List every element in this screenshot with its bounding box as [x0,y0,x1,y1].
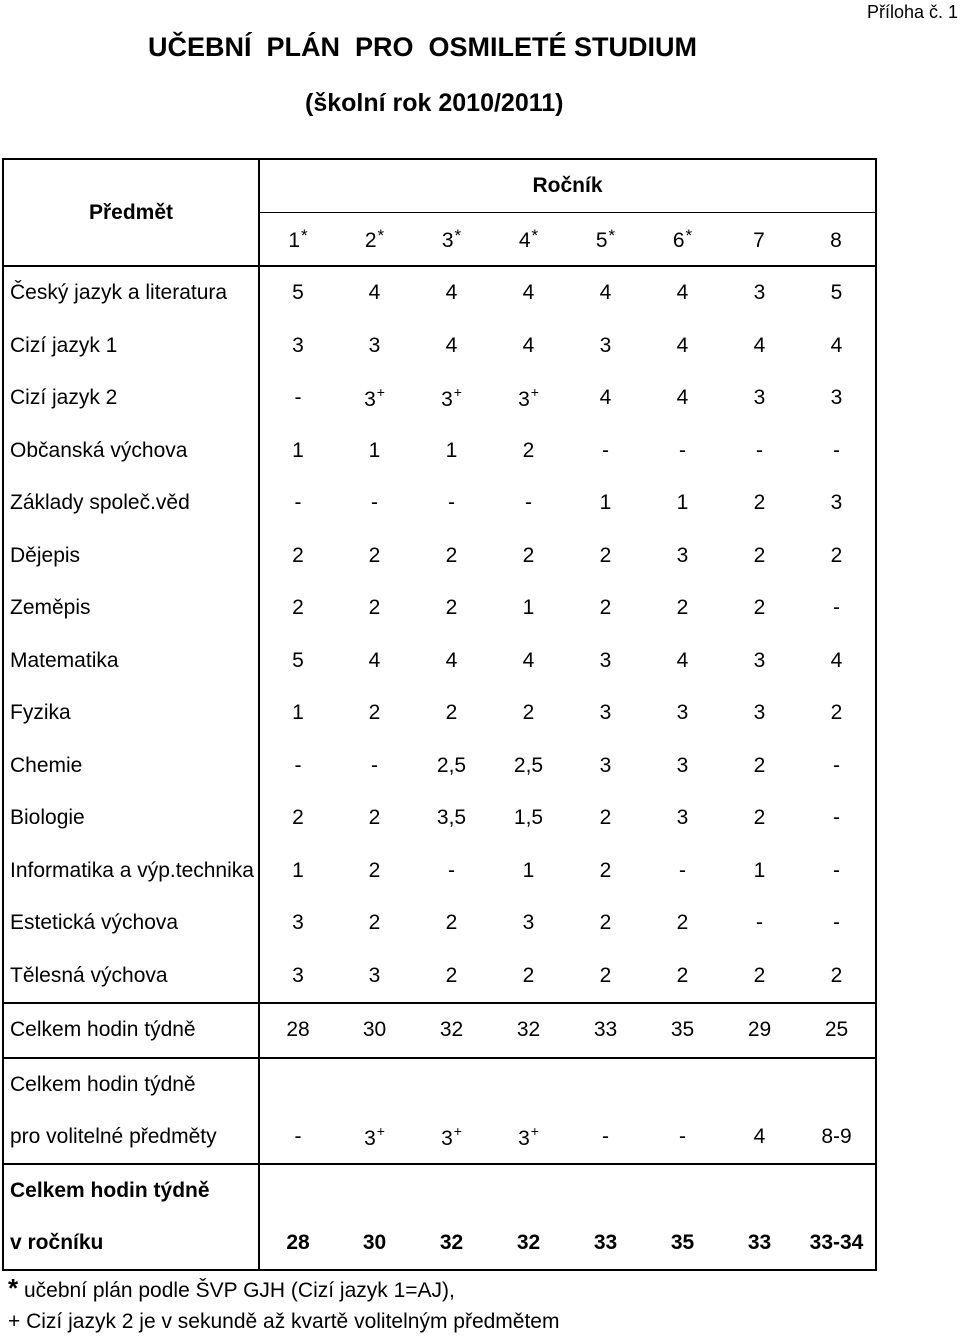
table-cell-empty [721,1058,798,1111]
table-cell: 3 [292,911,304,935]
table-row [3,425,876,478]
subject-name: Český jazyk a literatura [3,266,259,320]
table-cell: 29 [721,1003,798,1058]
grade-number: 6 [672,228,685,252]
grade-mark: * [608,225,616,245]
table-row [3,845,876,898]
table-cell: 4 [798,320,876,373]
total-weekly-row [3,1003,876,1058]
table-cell: 3 [753,281,766,305]
grade-header [413,213,490,267]
table-cell-empty [336,1058,413,1111]
table-cell: - [798,845,876,898]
grade-number: 5 [595,228,608,252]
table-cell: 4 [599,386,612,410]
table-cell: 2 [445,543,458,567]
table-cell: 2 [522,701,535,725]
table-cell: 2 [522,963,535,987]
table-cell: 32 [490,1003,567,1058]
table-cell: - [798,740,876,793]
table-cell: 3 [676,806,689,830]
table-cell: 4 [753,333,766,357]
footnote-mark: * [8,1273,19,1303]
table-cell: 1 [445,438,458,462]
table-cell: 3 [753,701,766,725]
grand-total-label-line2: v ročníku [3,1217,259,1270]
table-cell: 2 [753,596,766,620]
grand-total-row-top [3,1164,876,1217]
grade-number: 8 [830,228,842,252]
table-cell: - [294,1124,302,1148]
table-cell: 1 [292,438,304,462]
subject-name: Chemie [3,740,259,793]
elective-label-line2: pro volitelné předměty [3,1111,259,1164]
grade-number: 1 [288,228,301,252]
curriculum-table [2,158,877,1271]
subject-name: Biologie [3,792,259,845]
table-cell: - [756,438,763,462]
plus-mark: + [376,1122,385,1139]
grade-mark: * [685,225,693,245]
table-cell: 3 [522,911,535,935]
table-cell: - [679,438,686,462]
table-cell: 3 [798,372,876,425]
table-cell: 32 [490,1217,567,1270]
table-cell: 2 [368,858,381,882]
table-cell-empty [567,1058,644,1111]
table-cell: 1 [753,858,766,882]
subject-name: Estetická výchova [3,897,259,950]
table-cell: 30 [336,1003,413,1058]
table-cell: 2 [676,911,689,935]
table-cell: 1 [368,438,381,462]
table-cell-empty [259,1058,336,1111]
plus-mark: + [376,384,385,401]
table-cell: 3 [292,333,304,357]
grade-header [798,213,876,267]
subject-name: Základy společ.věd [3,477,259,530]
table-row [3,320,876,373]
plus-mark: + [453,384,462,401]
table-cell-empty [490,1164,567,1217]
grand-total-row [3,1217,876,1270]
grade-header [644,213,721,267]
table-cell: 3+ [364,384,385,412]
table-cell: 33 [567,1003,644,1058]
table-cell: 32 [413,1003,490,1058]
table-cell: 2 [522,438,535,462]
table-cell: - [602,438,609,462]
table-row [3,740,876,793]
table-cell: 3 [599,333,612,357]
footnote-asterisk [8,1273,455,1304]
table-cell: 2 [798,687,876,740]
grand-total-label-line1: Celkem hodin týdně [3,1164,259,1217]
table-cell: 2 [445,963,458,987]
table-cell: 2,5 [513,753,544,777]
grade-mark: * [454,225,462,245]
subject-name: Občanská výchova [3,425,259,478]
table-cell: 5 [292,281,304,305]
table-row [3,897,876,950]
table-cell: - [756,911,763,935]
elective-label-line1: Celkem hodin týdně [3,1058,259,1111]
grade-number: 4 [518,228,531,252]
table-cell: 1 [599,491,612,515]
table-cell: 4 [445,648,458,672]
table-cell: 1 [676,491,689,515]
table-cell: 33-34 [798,1217,876,1270]
table-cell: 4 [522,281,535,305]
annex-label: Příloha č. 1 [866,2,958,22]
table-cell: 1 [292,701,304,725]
table-cell: 3+ [441,1122,462,1150]
table-cell: 2 [599,911,612,935]
table-cell: 2 [798,950,876,1004]
table-cell: 4 [445,281,458,305]
table-cell: 3 [798,477,876,530]
table-cell: - [798,582,876,635]
table-cell: 2 [292,596,304,620]
table-cell: - [448,491,455,515]
table-cell: - [294,386,302,410]
table-cell: 28 [259,1217,336,1270]
table-cell: 3 [676,701,689,725]
table-cell: 4 [368,281,381,305]
table-cell: 4 [676,333,689,357]
table-cell-empty [490,1058,567,1111]
table-cell-empty [798,1164,876,1217]
table-cell: 3+ [364,1122,385,1150]
subject-name: Dějepis [3,530,259,583]
table-cell: 5 [798,266,876,320]
footnote-text: Cizí jazyk 2 je v sekundě až kvartě volitelným předmětem [20,1310,560,1333]
table-cell: 2 [292,543,304,567]
table-cell: - [371,753,378,777]
subject-name: Cizí jazyk 1 [3,320,259,373]
table-cell: - [798,792,876,845]
table-cell: 2 [753,753,766,777]
grade-mark: * [301,225,308,245]
grade-mark: * [377,225,385,245]
table-cell: 35 [644,1003,721,1058]
table-cell: 2 [753,963,766,987]
table-row [3,635,876,688]
table-cell: 4 [676,281,689,305]
table-row [3,530,876,583]
table-cell: 3+ [441,384,462,412]
table-cell: 2 [599,858,612,882]
grade-group-header: Ročník [259,159,876,213]
table-cell: 2 [676,596,689,620]
table-cell: 2 [599,543,612,567]
footnote-text: učební plán podle ŠVP GJH (Cizí jazyk 1=AJ), [18,1279,455,1302]
table-cell: 28 [259,1003,336,1058]
subject-name: Cizí jazyk 2 [3,372,259,425]
table-cell: 32 [413,1217,490,1270]
table-cell: 2 [753,543,766,567]
table-cell: 3+ [518,384,539,412]
table-cell-empty [644,1058,721,1111]
table-cell: 2 [368,806,381,830]
curriculum-table-body [3,266,876,1270]
table-cell: 2 [445,911,458,935]
subject-name: Matematika [3,635,259,688]
table-cell: 1 [522,858,535,882]
table-cell-empty [798,1058,876,1111]
table-cell: 1 [292,858,304,882]
table-cell: 2 [676,963,689,987]
table-cell: 2 [368,543,381,567]
table-cell: - [679,858,686,882]
footnote-plus [8,1310,559,1334]
table-cell: 3 [599,701,612,725]
table-cell: 3 [368,333,381,357]
table-cell: - [525,491,532,515]
table-cell: - [294,753,302,777]
table-cell: 2 [368,911,381,935]
table-row [3,687,876,740]
table-cell: 2 [445,701,458,725]
table-cell: 2 [753,491,766,515]
page-title: UČEBNÍ PLÁN PRO OSMILETÉ STUDIUM [148,32,698,62]
table-cell: - [679,1124,686,1148]
table-row [3,950,876,1004]
elective-row-top [3,1058,876,1111]
table-cell: 2 [753,806,766,830]
table-row [3,266,876,320]
subject-name: Informatika a výp.technika [3,845,259,898]
table-cell: 2 [368,701,381,725]
table-cell: 1,5 [513,806,544,830]
table-cell: 1 [522,596,535,620]
table-cell-empty [259,1164,336,1217]
table-cell-empty [567,1164,644,1217]
table-cell: 4 [676,648,689,672]
table-cell: 33 [567,1217,644,1270]
table-cell: 4 [753,1124,766,1148]
table-cell: 35 [644,1217,721,1270]
table-cell: - [798,425,876,478]
table-cell: 3+ [518,1122,539,1150]
table-cell: 3 [753,386,766,410]
table-cell: 4 [522,333,535,357]
table-cell: - [371,491,378,515]
page-subtitle: (školní rok 2010/2011) [305,89,564,117]
table-cell: 2 [798,530,876,583]
table-cell: 2 [599,596,612,620]
footnote-mark: + [8,1310,21,1333]
table-cell: 5 [292,648,304,672]
table-cell: 2 [445,596,458,620]
table-cell: 8-9 [798,1111,876,1164]
elective-row [3,1111,876,1164]
table-cell: 30 [336,1217,413,1270]
table-row [3,582,876,635]
table-cell: 2 [292,806,304,830]
table-row [3,477,876,530]
grade-header [567,213,644,267]
table-cell: 2 [522,543,535,567]
grade-number: 3 [441,228,454,252]
table-cell: 3 [599,753,612,777]
grade-mark: * [531,225,539,245]
table-row [3,792,876,845]
table-cell: 3 [753,648,766,672]
table-cell: 4 [798,635,876,688]
table-cell: 2 [368,596,381,620]
table-cell: 2 [599,963,612,987]
table-cell: 25 [798,1003,876,1058]
table-cell: 3 [676,753,689,777]
table-cell: - [798,897,876,950]
table-cell: 4 [522,648,535,672]
table-row [3,372,876,425]
subject-name: Fyzika [3,687,259,740]
table-cell: - [448,858,455,882]
table-cell-empty [644,1164,721,1217]
table-cell-empty [721,1164,798,1217]
plus-mark: + [530,384,539,401]
table-cell: - [602,1124,609,1148]
table-cell: 3 [599,648,612,672]
grade-header [336,213,413,267]
table-cell: 4 [599,281,612,305]
plus-mark: + [453,1122,462,1139]
subject-name: Zeměpis [3,582,259,635]
table-cell: 4 [676,386,689,410]
subject-name: Tělesná výchova [3,950,259,1004]
table-cell-empty [413,1058,490,1111]
table-cell: 3 [676,543,689,567]
table-cell: 2 [599,806,612,830]
table-cell: 2,5 [436,753,467,777]
grade-header [259,213,336,267]
total-weekly-label: Celkem hodin týdně [3,1003,259,1058]
grade-header [721,213,798,267]
plus-mark: + [530,1122,539,1139]
table-cell: 33 [721,1217,798,1270]
table-cell-empty [413,1164,490,1217]
table-cell: 3 [292,963,304,987]
table-cell: 3,5 [436,806,467,830]
grade-number: 7 [753,228,765,252]
table-cell: 4 [445,333,458,357]
table-cell: 3 [368,963,381,987]
subject-column-header: Předmět [3,159,259,266]
table-cell: - [294,491,302,515]
table-cell: 4 [368,648,381,672]
grade-number: 2 [364,228,377,252]
grade-header [490,213,567,267]
table-cell-empty [336,1164,413,1217]
